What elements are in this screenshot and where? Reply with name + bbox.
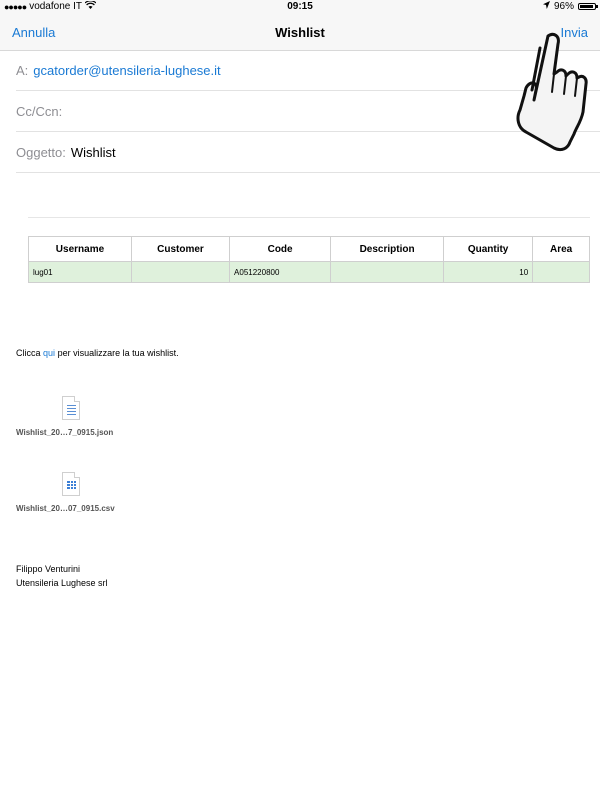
link-prefix: Clicca <box>16 348 41 358</box>
battery-percentage: 96% <box>553 1 574 12</box>
column-header: Description <box>331 237 444 262</box>
attachment-name: Wishlist_20…7_0915.json <box>16 428 114 437</box>
column-header: Quantity <box>444 237 533 262</box>
table-cell: A051220800 <box>230 262 331 283</box>
document-icon <box>62 396 80 420</box>
subject-value[interactable]: Wishlist <box>70 144 116 160</box>
body-divider <box>28 217 590 218</box>
table-cell <box>331 262 444 283</box>
send-button[interactable]: Invia <box>560 25 588 40</box>
battery-level <box>580 5 593 8</box>
status-right <box>543 1 596 12</box>
wishlist-table <box>28 236 590 283</box>
attachment-csv[interactable] <box>16 472 156 513</box>
wishlist-link[interactable]: qui <box>43 348 56 358</box>
signature-company: Utensileria Lughese srl <box>16 578 108 588</box>
spreadsheet-icon <box>62 472 80 496</box>
email-signature <box>16 562 108 590</box>
recipient-email[interactable]: gcatorder@utensileria-lughese.it <box>33 62 221 78</box>
table-cell: lug01 <box>29 262 132 283</box>
column-header: Area <box>533 237 590 262</box>
table-cell <box>533 262 590 283</box>
battery-icon <box>578 3 596 10</box>
attachment-name: Wishlist_20…07_0915.csv <box>16 504 115 513</box>
column-header: Username <box>29 237 132 262</box>
table-cell: 10 <box>444 262 533 283</box>
table-row <box>29 262 590 283</box>
wishlist-link-text <box>16 348 179 358</box>
cancel-button[interactable]: Annulla <box>12 25 56 40</box>
signature-name: Filippo Venturini <box>16 564 81 574</box>
column-header: Code <box>230 237 331 262</box>
column-header: Customer <box>131 237 229 262</box>
table-header-row <box>29 237 590 262</box>
compose-title: Wishlist <box>275 25 325 40</box>
subject-label: Oggetto: <box>16 144 66 160</box>
carrier-name: vodafone IT <box>29 1 82 12</box>
to-label: A: <box>16 62 29 78</box>
attachment-json[interactable] <box>16 396 156 437</box>
cc-label: Cc/Ccn: <box>16 103 63 119</box>
status-time: 09:15 <box>287 1 313 12</box>
pointing-hand-icon <box>510 30 590 156</box>
table-cell <box>131 262 229 283</box>
signal-strength-icon: ●●●●● <box>4 1 27 12</box>
link-suffix: per visualizzare la tua wishlist. <box>57 348 179 358</box>
location-icon <box>543 1 550 12</box>
status-bar <box>0 0 600 14</box>
